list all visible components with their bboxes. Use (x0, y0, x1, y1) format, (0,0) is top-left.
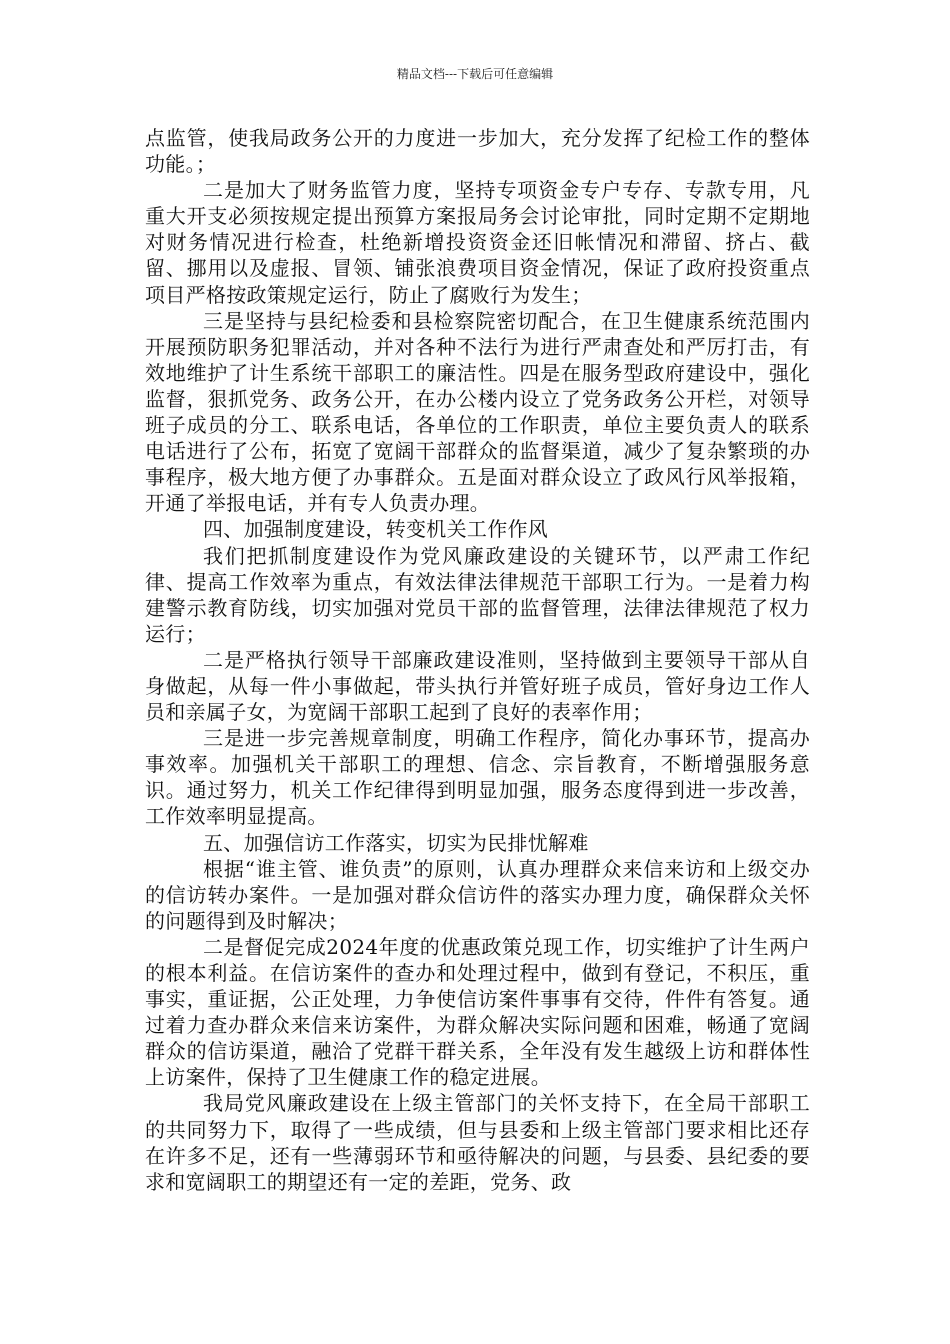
page-header: 精品文档---下载后可任意编辑 (396, 67, 554, 81)
section-heading-4: 四、加强制度建设，转变机关工作作风 (203, 517, 549, 542)
section-heading-5: 五、加强信访工作落实，切实为民排忧解难 (203, 830, 589, 855)
document-body (145, 125, 810, 1195)
paragraph-1: 点监管，使我局政务公开的力度进一步加大，充分发挥了纪检工作的整体功能。； (145, 126, 810, 177)
paragraph-5: 我们把抓制度建设作为党风廉政建设的关键环节，以严肃工作纪律、提高工作效率为重点，有效法律法律规范干部职工行为。一是着力构建警示教育防线，切实加强对党员干部的监督管理，法律法律规范了权力运行； (145, 543, 810, 646)
paragraph-2: 二是加大了财务监管力度，坚持专项资金专户专存、专款专用，凡重大开支必须按规定提出预算方案报局务会讨论审批，同时定期不定期地对财务情况进行检查，杜绝新增投资资金还旧帐情况和滞留、挤占、截留、挪用以及虚报、冒领、铺张浪费项目资金情况，保证了政府投资重点项目严格按政策规定运行，防止了腐败行为发生； (145, 178, 810, 307)
paragraph-9: 根据“谁主管、谁负责”的原则，认真办理群众来信来访和上级交办的信访转办案件。一是加强对群众信访件的落实办理力度，确保群众关怀的问题得到及时解决； (145, 856, 810, 933)
paragraph-11: 我局党风廉政建设在上级主管部门的关怀支持下，在全局干部职工的共同努力下，取得了一些成绩，但与县委和上级主管部门要求相比还存在许多不足，还有一些薄弱环节和亟待解决的问题，与县委、县纪委的要求和宽阔职工的期望还有一定的差距，党务、政 (145, 1091, 810, 1194)
paragraph-6: 二是严格执行领导干部廉政建设准则，坚持做到主要领导干部从自身做起，从每一件小事做起，带头执行并管好班子成员，管好身边工作人员和亲属子女，为宽阔干部职工起到了良好的表率作用； (145, 647, 810, 725)
paragraph-7: 三是进一步完善规章制度，明确工作程序，简化办事环节，提高办事效率。加强机关干部职工的理想、信念、宗旨教育，不断增强服务意识。通过努力，机关工作纪律得到明显加强，服务态度得到进一步改善，工作效率明显提高。 (145, 726, 810, 829)
paragraph-3: 三是坚持与县纪检委和县检察院密切配合，在卫生健康系统范围内开展预防职务犯罪活动，并对各种不法行为进行严肃查处和严厉打击，有效地维护了计生系统干部职工的廉洁性。四是在服务型政府建设中，强化监督，狠抓党务、政务公开，在办公楼内设立了党务政务公开栏，对领导班子成员的分工、联系电话，各单位的工作职责，单位主要负责人的联系电话进行了公布，拓宽了宽阔干部群众的监督渠道，减少了复杂繁琐的办事程序，极大地方便了办事群众。五是面对群众设立了政风行风举报箱，开通了举报电话，并有专人负责办理。 (145, 308, 810, 516)
paragraph-10: 二是督促完成2024年度的优惠政策兑现工作，切实维护了计生两户的根本利益。在信访案件的查办和处理过程中，做到有登记，不积压，重事实，重证据，公正处理，力争使信访案件事事有交待，件件有答复。通过着力查办群众来信来访案件，为群众解决实际问题和困难，畅通了宽阔群众的信访渠道，融洽了党群干群关系，全年没有发生越级上访和群体性上访案件，保持了卫生健康工作的稳定进展。 (145, 934, 810, 1090)
